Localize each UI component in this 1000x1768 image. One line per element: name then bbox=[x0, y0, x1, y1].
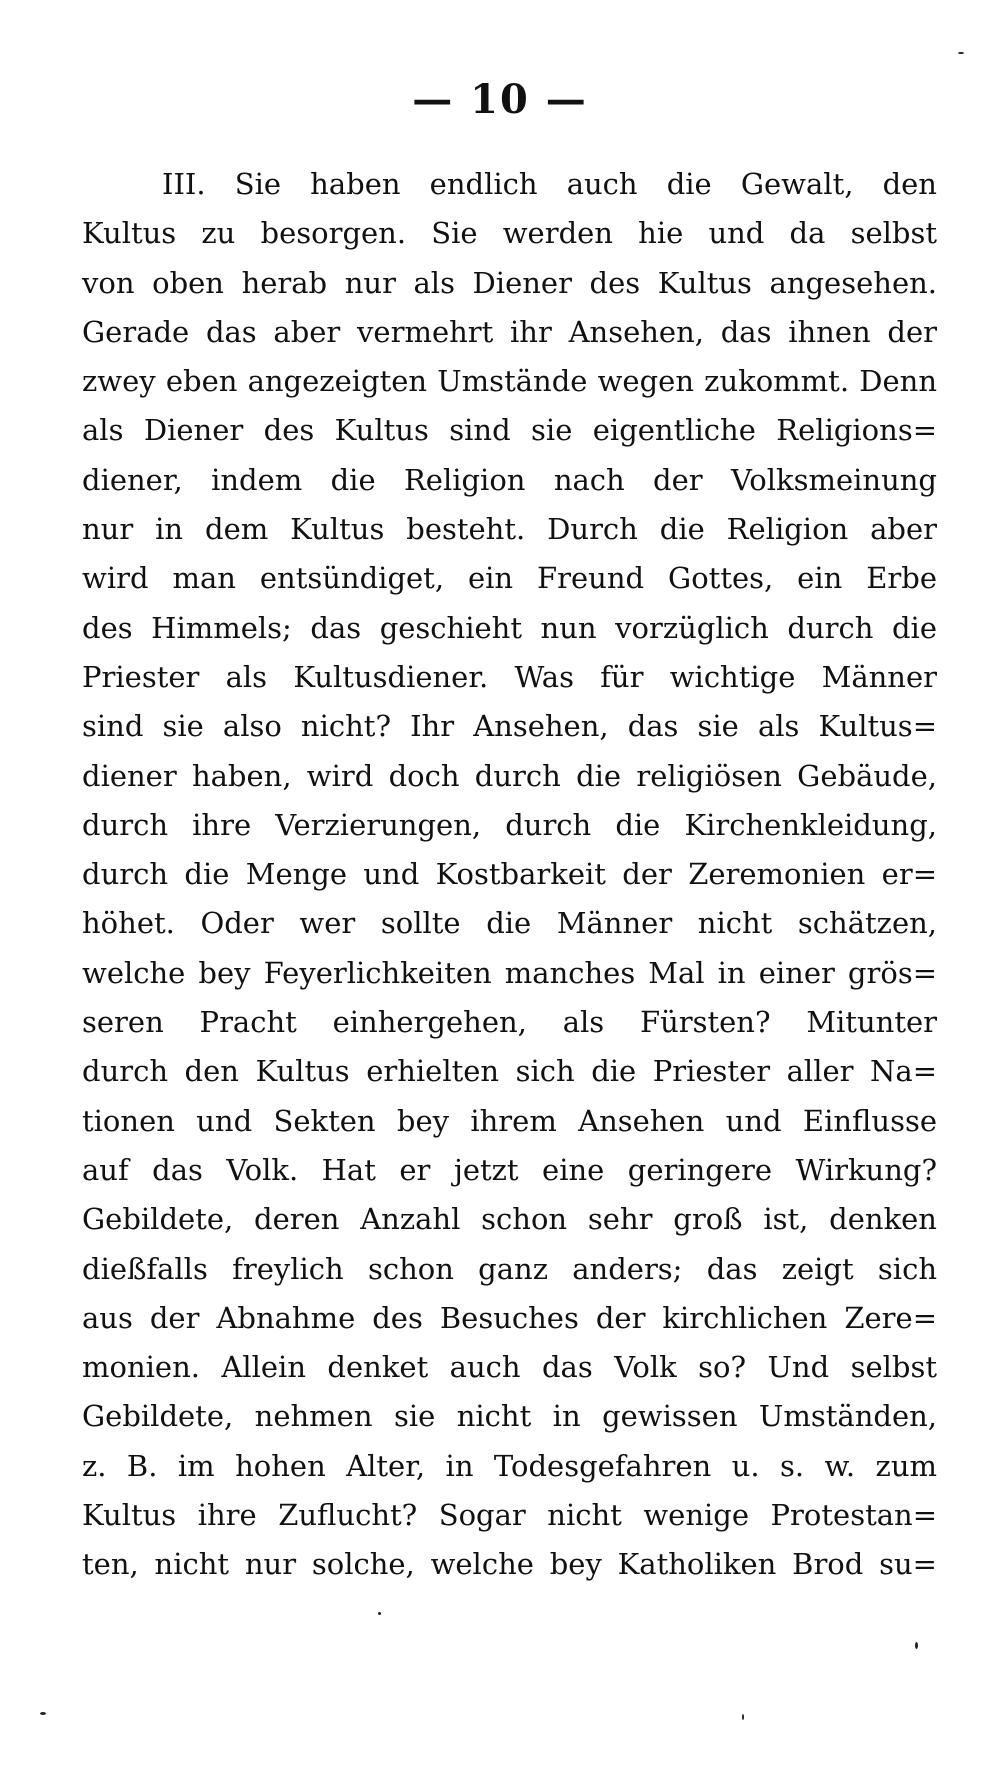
body-text bbox=[82, 160, 937, 1590]
text-line: welche bey Feyerlichkeiten manches Mal in einer grös= bbox=[82, 955, 937, 990]
text-line: zwey eben angezeigten Umstände wegen zukommt. Denn bbox=[82, 364, 937, 399]
scan-speck bbox=[958, 52, 964, 54]
text-line: von oben herab nur als Diener des Kultus angesehen. bbox=[82, 265, 937, 300]
text-line: Kultus zu besorgen. Sie werden hie und da selbst bbox=[82, 216, 937, 251]
scan-speck bbox=[915, 1642, 918, 1649]
text-line: als Diener des Kultus sind sie eigentliche Religions= bbox=[82, 413, 937, 448]
text-line: seren Pracht einhergehen, als Fürsten? Mitunter bbox=[82, 1005, 937, 1040]
scan-speck bbox=[742, 1714, 744, 1720]
text-line: III. Sie haben endlich auch die Gewalt, den bbox=[162, 167, 937, 201]
text-line: Priester als Kultusdiener. Was für wichtige Männer bbox=[82, 659, 937, 694]
page-number-header: — 10 — bbox=[412, 76, 588, 123]
text-line: monien. Allein denket auch das Volk so? Und selbst bbox=[82, 1350, 937, 1385]
text-line: aus der Abnahme des Besuches der kirchlichen Zere= bbox=[82, 1300, 937, 1335]
text-line: durch ihre Verzierungen, durch die Kirchenkleidung, bbox=[82, 807, 937, 842]
text-line: höhet. Oder wer sollte die Männer nicht schätzen, bbox=[82, 906, 937, 941]
text-line: dießfalls freylich schon ganz anders; das zeigt sich bbox=[82, 1251, 937, 1286]
text-line: durch die Menge und Kostbarkeit der Zeremonien er= bbox=[82, 857, 937, 892]
scan-speck bbox=[40, 1712, 46, 1715]
text-line: Gerade das aber vermehrt ihr Ansehen, das ihnen der bbox=[82, 314, 937, 349]
text-line: Gebildete, deren Anzahl schon sehr groß ist, denken bbox=[82, 1202, 937, 1237]
text-line: tionen und Sekten bey ihrem Ansehen und Einflusse bbox=[82, 1103, 937, 1138]
text-line: des Himmels; das geschieht nun vorzüglich durch die bbox=[82, 610, 937, 645]
text-line: diener haben, wird doch durch die religiösen Gebäude, bbox=[82, 758, 937, 793]
text-line: z. B. im hohen Alter, in Todesgefahren u. s. w. zum bbox=[82, 1448, 937, 1483]
text-line: Gebildete, nehmen sie nicht in gewissen Umständen, bbox=[82, 1399, 937, 1434]
text-line: wird man entsündiget, ein Freund Gottes, ein Erbe bbox=[82, 561, 937, 596]
text-line: durch den Kultus erhielten sich die Priester aller Na= bbox=[82, 1054, 937, 1089]
text-line: auf das Volk. Hat er jetzt eine geringere Wirkung? bbox=[82, 1152, 937, 1187]
text-line: sind sie also nicht? Ihr Ansehen, das sie als Kultus= bbox=[82, 709, 937, 744]
text-line: diener, indem die Religion nach der Volksmeinung bbox=[82, 462, 937, 497]
text-line: nur in dem Kultus besteht. Durch die Religion aber bbox=[82, 512, 937, 547]
scan-speck bbox=[378, 1612, 381, 1615]
text-line: Kultus ihre Zuflucht? Sogar nicht wenige Protestan= bbox=[82, 1498, 937, 1533]
text-line: ten, nicht nur solche, welche bey Katholiken Brod su= bbox=[82, 1547, 937, 1582]
